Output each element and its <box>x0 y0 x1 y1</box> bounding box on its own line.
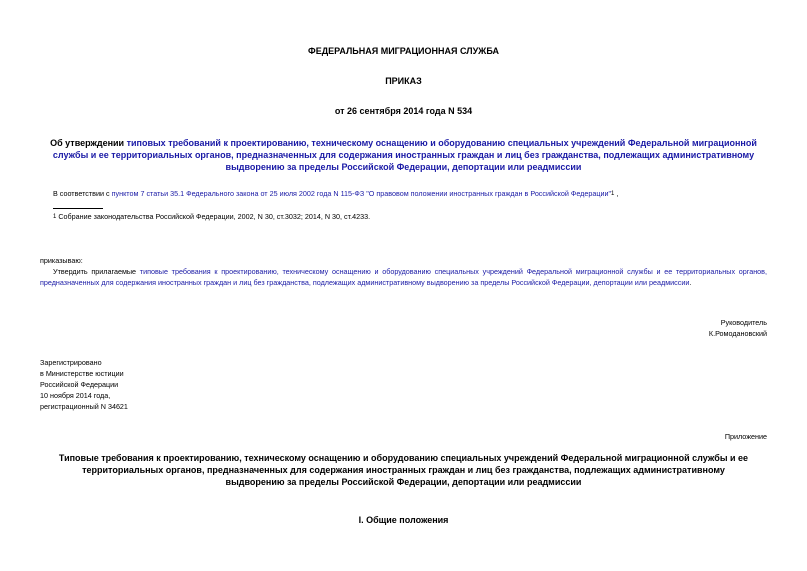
signature-name: К.Ромодановский <box>708 329 767 338</box>
registration-line: регистрационный N 34621 <box>40 402 128 411</box>
preamble-footnote-mark[interactable]: 1 <box>611 191 615 197</box>
footnote-mark: 1 <box>53 214 57 220</box>
preamble <box>53 188 767 200</box>
order-body-suffix: . <box>689 278 692 287</box>
appendix-title: Типовые требования к проектированию, техническому оснащению и оборудованию специальных учреждений Федеральной миграционной службы и ее территориальных органов, предназначенных для содержания иностранных граждан и лиц без гражданства, подлежащих административному выдворению за пределы Российской Федерации, депортации или реадмиссии <box>58 453 749 487</box>
order-title-link[interactable]: типовых требований к проектированию, техническому оснащению и оборудованию специальных учреждений Федеральной миграционной службы и ее территориальных органов, предназначенных для содержания иностранных граждан и лиц без гражданства, подлежащих административному выдворению за пределы Российской Федерации, депортации или реадмиссии <box>52 138 757 172</box>
prikazyvayu-label: приказываю: <box>40 256 83 265</box>
preamble-law-link[interactable]: пунктом 7 статьи 35.1 Федерального закона от 25 июля 2002 года N 115-ФЗ "О правовом положении иностранных граждан в Российской Федерации" <box>111 189 612 198</box>
preamble-prefix: В соответствии с <box>53 189 112 198</box>
footnote-text: Собрание законодательства Российской Федерации, 2002, N 30, ст.3032; 2014, N 30, ст.4233. <box>56 212 371 221</box>
order-body-link[interactable]: типовые требования к проектированию, техническому оснащению и оборудованию специальных учреждений Федеральной миграционной службы и ее территориальных органов, предназначенных для содержания иностранных граждан и лиц без гражданства, подлежащих административному выдворению за пределы Российской Федерации, депортации или реадмиссии <box>40 267 767 287</box>
footnote <box>53 211 767 223</box>
registration-block <box>40 357 128 412</box>
registration-line: Российской Федерации <box>40 380 119 389</box>
signature-position: Руководитель <box>720 318 767 327</box>
registration-line: 10 ноября 2014 года, <box>40 391 111 400</box>
section-heading: I. Общие положения <box>358 515 449 525</box>
registration-line: в Министерстве юстиции <box>40 369 124 378</box>
order-title <box>40 137 767 173</box>
preamble-suffix: , <box>614 189 619 198</box>
appendix-label: Приложение <box>724 432 767 441</box>
agency-name: ФЕДЕРАЛЬНАЯ МИГРАЦИОННАЯ СЛУЖБА <box>308 46 499 56</box>
document-type: ПРИКАЗ <box>385 76 422 86</box>
document-date-number: от 26 сентября 2014 года N 534 <box>334 106 473 116</box>
registration-line: Зарегистрировано <box>40 358 102 367</box>
order-body-prefix: Утвердить прилагаемые <box>53 267 140 276</box>
order-body <box>40 266 767 288</box>
footnote-divider <box>53 208 103 209</box>
order-title-prefix: Об утверждении <box>50 138 127 148</box>
